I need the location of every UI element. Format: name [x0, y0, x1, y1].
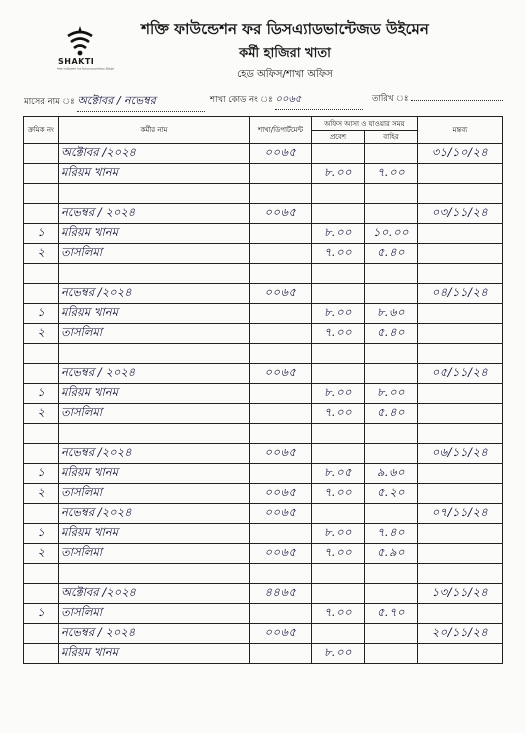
out-time-cell: ১০.০০	[365, 224, 418, 244]
branch-cell	[250, 564, 312, 584]
in-time-cell: ৭.০০	[312, 244, 365, 264]
branch-cell	[250, 324, 312, 344]
serial-cell	[24, 364, 59, 384]
name-cell: তাসলিমা	[59, 404, 250, 424]
date-field	[372, 92, 503, 106]
remark-cell	[418, 464, 503, 484]
out-time-cell	[365, 284, 418, 304]
branch-cell: ০০৬৫	[250, 504, 312, 524]
office-line: হেড অফিস/শাখা অফিস	[237, 69, 333, 80]
out-time-cell: ৫.৪০	[365, 324, 418, 344]
table-row	[24, 304, 503, 324]
name-cell: নভেম্বর / ২০২৪	[59, 364, 250, 384]
table-row	[24, 584, 503, 604]
out-time-cell: ৭.০০	[365, 164, 418, 184]
in-time-cell: ৭.০০	[312, 484, 365, 504]
out-time-header: বাহির	[365, 131, 418, 144]
out-time-cell: ৫.৪০	[365, 244, 418, 264]
serial-cell: ২	[24, 244, 59, 264]
out-time-cell	[365, 344, 418, 364]
in-time-cell	[312, 144, 365, 164]
name-cell: তাসলিমা	[59, 544, 250, 564]
branch-cell	[250, 184, 312, 204]
branch-cell	[250, 524, 312, 544]
remark-cell	[418, 644, 503, 664]
branch-cell: ০০৬৫	[250, 624, 312, 644]
serial-cell	[24, 584, 59, 604]
branch-cell	[250, 304, 312, 324]
remark-cell	[418, 564, 503, 584]
remark-cell	[418, 404, 503, 424]
out-time-cell	[365, 424, 418, 444]
table-row	[24, 204, 503, 224]
name-cell: মরিয়ম খানম	[59, 224, 250, 244]
date-value	[411, 100, 503, 101]
date-label: তারিখ ঃ	[372, 94, 409, 104]
branch-code-field	[210, 92, 363, 110]
table-row	[24, 544, 503, 564]
serial-cell: ২	[24, 404, 59, 424]
remark-cell: ০৭/১১/২৪	[418, 504, 503, 524]
remark-cell	[418, 384, 503, 404]
table-row	[24, 524, 503, 544]
register-title: কর্মী হাজিরা খাতা	[239, 46, 331, 61]
remark-cell	[418, 324, 503, 344]
in-time-cell	[312, 364, 365, 384]
serial-cell	[24, 144, 59, 164]
in-time-cell: ৭.০০	[312, 404, 365, 424]
remark-cell	[418, 524, 503, 544]
table-row	[24, 144, 503, 164]
in-time-cell	[312, 584, 365, 604]
serial-cell: ২	[24, 324, 59, 344]
remark-cell	[418, 164, 503, 184]
serial-cell	[24, 284, 59, 304]
serial-cell	[24, 624, 59, 644]
serial-cell: ১	[24, 384, 59, 404]
out-time-cell: ৯.৬০	[365, 464, 418, 484]
remarks-header: মন্তব্য	[418, 117, 503, 144]
in-time-cell	[312, 624, 365, 644]
in-time-cell	[312, 264, 365, 284]
out-time-cell: ৮.৬০	[365, 304, 418, 324]
out-time-cell: ৫.৯০	[365, 544, 418, 564]
name-cell: নভেম্বর / ২০২৪	[59, 624, 250, 644]
in-time-cell: ৮.০০	[312, 384, 365, 404]
out-time-cell	[365, 364, 418, 384]
serial-cell: ১	[24, 304, 59, 324]
month-label: মাসের নাম ঃ	[24, 97, 75, 107]
in-time-cell: ৮.০০	[312, 644, 365, 664]
branch-code-value: ০০৬৫	[275, 92, 363, 110]
out-time-cell	[365, 504, 418, 524]
serial-cell	[24, 444, 59, 464]
branch-cell	[250, 264, 312, 284]
table-row	[24, 344, 503, 364]
branch-cell: ০০৬৫	[250, 144, 312, 164]
name-cell	[59, 344, 250, 364]
name-cell: অক্টোবর /২০২৪	[59, 144, 250, 164]
remark-cell	[418, 244, 503, 264]
in-time-cell: ৭.০০	[312, 324, 365, 344]
name-cell	[59, 424, 250, 444]
remark-cell: ০৪/১১/২৪	[418, 284, 503, 304]
table-row	[24, 224, 503, 244]
attendance-table	[23, 116, 503, 664]
serial-cell	[24, 564, 59, 584]
time-group-header: অফিস আসা ও যাওয়ার সময়	[312, 117, 418, 131]
serial-cell: ২	[24, 484, 59, 504]
name-cell: মরিয়ম খানম	[59, 384, 250, 404]
in-time-cell	[312, 184, 365, 204]
name-cell: মরিয়ম খানম	[59, 644, 250, 664]
branch-cell	[250, 464, 312, 484]
table-row	[24, 624, 503, 644]
branch-cell	[250, 164, 312, 184]
serial-cell	[24, 504, 59, 524]
out-time-cell	[365, 144, 418, 164]
branch-cell: ০০৬৫	[250, 364, 312, 384]
branch-cell	[250, 644, 312, 664]
serial-header: ক্রমিক নং	[24, 117, 59, 144]
name-cell	[59, 564, 250, 584]
table-row	[24, 284, 503, 304]
branch-cell	[250, 424, 312, 444]
table-row	[24, 264, 503, 284]
name-cell: মরিয়ম খানম	[59, 524, 250, 544]
table-row	[24, 444, 503, 464]
branch-cell: ০০৬৫	[250, 284, 312, 304]
in-time-cell: ৭.০০	[312, 604, 365, 624]
remark-cell	[418, 264, 503, 284]
remark-cell: ২০/১১/২৪	[418, 624, 503, 644]
remark-cell	[418, 344, 503, 364]
in-time-cell	[312, 344, 365, 364]
name-cell: মরিয়ম খানম	[59, 164, 250, 184]
in-time-cell	[312, 204, 365, 224]
name-header: কর্মীর নাম	[59, 117, 250, 144]
in-time-cell	[312, 284, 365, 304]
out-time-cell	[365, 444, 418, 464]
attendance-rows	[24, 144, 503, 664]
table-row	[24, 404, 503, 424]
in-time-cell: ৮.০০	[312, 304, 365, 324]
table-row	[24, 504, 503, 524]
in-time-cell	[312, 564, 365, 584]
in-time-cell: ৮.০৫	[312, 464, 365, 484]
serial-cell: ১	[24, 464, 59, 484]
branch-cell: ০০৬৫	[250, 444, 312, 464]
branch-cell: ৪৪৬৫	[250, 584, 312, 604]
table-row	[24, 564, 503, 584]
out-time-cell: ৫.৪০	[365, 404, 418, 424]
remark-cell: ৩১/১০/২৪	[418, 144, 503, 164]
out-time-cell: ৮.০০	[365, 384, 418, 404]
branch-cell: ০০৬৫	[250, 484, 312, 504]
in-time-cell: ৮.০০	[312, 164, 365, 184]
serial-cell: ২	[24, 544, 59, 564]
remark-cell	[418, 544, 503, 564]
table-row	[24, 644, 503, 664]
name-cell: নভেম্বর /২০২৪	[59, 444, 250, 464]
serial-cell	[24, 424, 59, 444]
serial-cell: ১	[24, 524, 59, 544]
logo-text: SHAKTI	[58, 57, 95, 66]
in-time-cell	[312, 424, 365, 444]
out-time-cell	[365, 184, 418, 204]
out-time-cell	[365, 204, 418, 224]
organization-title: শক্তি ফাউন্ডেশন ফর ডিসএ্যাডভান্টেজড উইমেন	[141, 20, 429, 38]
out-time-cell	[365, 644, 418, 664]
out-time-cell	[365, 584, 418, 604]
branch-cell	[250, 344, 312, 364]
table-row	[24, 384, 503, 404]
table-row	[24, 604, 503, 624]
logo-tagline: শক্তি ফাউন্ডেশন ফর ডিসএ্যাডভান্টেজড উইমেন	[57, 67, 115, 71]
remark-cell: ১৩/১১/২৪	[418, 584, 503, 604]
remark-cell	[418, 424, 503, 444]
table-row	[24, 484, 503, 504]
in-time-cell: ৮.০০	[312, 224, 365, 244]
out-time-cell: ৫.৭০	[365, 604, 418, 624]
serial-cell: ১	[24, 224, 59, 244]
name-cell: তাসলিমা	[59, 604, 250, 624]
name-cell: নভেম্বর /২০২৪	[59, 284, 250, 304]
table-row	[24, 424, 503, 444]
branch-cell: ০০৬৫	[250, 544, 312, 564]
table-row	[24, 324, 503, 344]
remark-cell	[418, 304, 503, 324]
name-cell: মরিয়ম খানম	[59, 304, 250, 324]
serial-cell: ১	[24, 604, 59, 624]
month-field	[24, 92, 205, 112]
name-cell: তাসলিমা	[59, 484, 250, 504]
remark-cell: ০৬/১১/২৪	[418, 444, 503, 464]
remark-cell	[418, 484, 503, 504]
serial-cell	[24, 204, 59, 224]
table-row	[24, 464, 503, 484]
serial-cell	[24, 264, 59, 284]
serial-cell	[24, 344, 59, 364]
remark-cell: ০৫/১১/২৪	[418, 364, 503, 384]
name-cell: তাসলিমা	[59, 324, 250, 344]
serial-cell	[24, 184, 59, 204]
name-cell: মরিয়ম খানম	[59, 464, 250, 484]
table-row	[24, 164, 503, 184]
month-value: অক্টোবর / নভেম্বর	[77, 92, 205, 112]
branch-cell	[250, 224, 312, 244]
name-cell: অক্টোবর /২০২৪	[59, 584, 250, 604]
in-time-cell	[312, 504, 365, 524]
serial-cell	[24, 644, 59, 664]
remark-cell	[418, 184, 503, 204]
branch-code-label: শাখা কোড নং ঃ	[210, 95, 273, 105]
in-time-cell: ৮.০০	[312, 524, 365, 544]
in-time-cell	[312, 444, 365, 464]
name-cell: নভেম্বর /২০২৪	[59, 504, 250, 524]
table-row	[24, 364, 503, 384]
name-cell	[59, 184, 250, 204]
name-cell: তাসলিমা	[59, 244, 250, 264]
remark-cell	[418, 604, 503, 624]
in-time-header: প্রবেশ	[312, 131, 365, 144]
branch-cell	[250, 604, 312, 624]
in-time-cell: ৭.০০	[312, 544, 365, 564]
branch-cell: ০০৬৫	[250, 204, 312, 224]
branch-cell	[250, 384, 312, 404]
table-row	[24, 184, 503, 204]
serial-cell	[24, 164, 59, 184]
out-time-cell	[365, 564, 418, 584]
branch-cell	[250, 404, 312, 424]
out-time-cell: ৭.৪০	[365, 524, 418, 544]
out-time-cell	[365, 264, 418, 284]
table-row	[24, 244, 503, 264]
name-cell: নভেম্বর / ২০২৪	[59, 204, 250, 224]
out-time-cell: ৫.২০	[365, 484, 418, 504]
branch-cell	[250, 244, 312, 264]
remark-cell: ০৩/১১/২৪	[418, 204, 503, 224]
out-time-cell	[365, 624, 418, 644]
name-cell	[59, 264, 250, 284]
branch-header: শাখা/ডিপার্টমেন্ট	[250, 117, 312, 144]
remark-cell	[418, 224, 503, 244]
